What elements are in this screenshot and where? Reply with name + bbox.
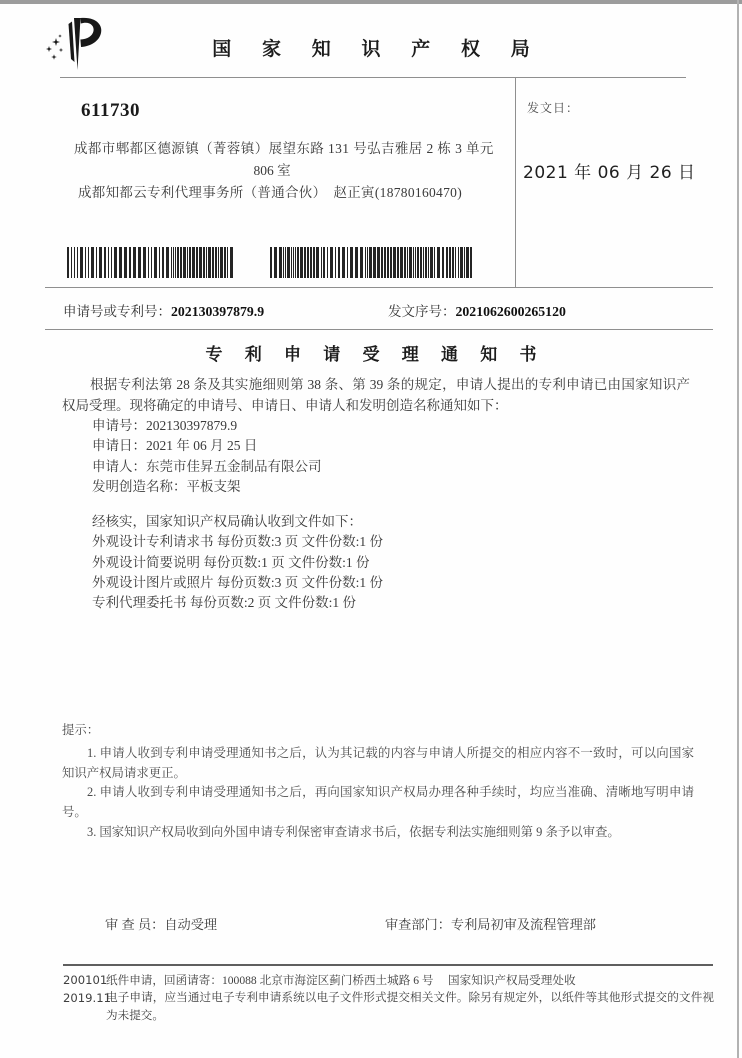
- field-applicant: 申请人：东莞市佳昇五金制品有限公司: [92, 458, 322, 474]
- tips-list: [62, 744, 694, 843]
- serial-number-value: 2021062600265120: [455, 304, 566, 319]
- examining-department-line: 审查部门：专利局初审及流程管理部: [385, 917, 596, 932]
- issue-date-value: 2021 年 06 月 26 日: [523, 163, 696, 183]
- scan-top-edge: [0, 0, 742, 4]
- received-document-item: 外观设计图片或照片 每份页数:3 页 文件份数:1 份: [92, 574, 384, 590]
- footer-form-codes: [63, 972, 111, 1007]
- application-number-value: 202130397879.9: [171, 304, 265, 319]
- recipient-address-line1: 成都市郫都区德源镇（菁蓉镇）展望东路 131 号弘吉雅居 2 栋 3 单元: [74, 141, 494, 156]
- examiner-line: 审 查 员：自动受理: [105, 917, 218, 932]
- numbers-row-top-rule: [45, 287, 713, 288]
- field-invention-title: 发明创造名称：平板支架: [92, 479, 241, 495]
- footer-instruction-line: 电子申请，应当通过电子专利申请系统以电子文件形式提交相关文件。除另有规定外，以纸件等其他形式提交的文件视为未提交。: [106, 991, 714, 1022]
- tips-header: 提示：: [62, 723, 100, 737]
- tip-item: 1. 申请人收到专利申请受理通知书之后，认为其记载的内容与申请人所提交的相应内容不一致时，可以向国家知识产权局请求更正。: [62, 746, 694, 780]
- footer-rule: [63, 964, 713, 966]
- received-document-item: 外观设计专利请求书 每份页数:3 页 文件份数:1 份: [92, 534, 384, 550]
- application-number-group: [63, 300, 264, 321]
- tip-item: 3. 国家知识产权局收到向外国申请专利保密审查请求书后，依据专利法实施细则第 9 条予以审查。: [87, 824, 620, 839]
- header-rule: [60, 77, 686, 78]
- application-fields: [92, 416, 322, 498]
- org-title: 国 家 知 识 产 权 局: [212, 39, 543, 60]
- serial-number-label: 发文序号：: [388, 304, 456, 319]
- barcode-right: [270, 247, 476, 278]
- date-box-divider: [515, 78, 516, 288]
- received-document-item: 专利代理委托书 每份页数:2 页 文件份数:1 份: [92, 595, 357, 611]
- scan-right-edge: [737, 0, 739, 1058]
- serial-number-group: [388, 300, 566, 321]
- barcode-left: [67, 247, 235, 278]
- notice-intro-paragraph: 根据专利法第 28 条及其实施细则第 38 条、第 39 条的规定，申请人提出的专利申请已由国家知识产权局受理。现将确定的申请号、申请日、申请人和发明创造名称通知如下：: [62, 377, 690, 413]
- received-document-item: 外观设计简要说明 每份页数:1 页 文件份数:1 份: [92, 554, 370, 570]
- field-application-date: 申请日：2021 年 06 月 25 日: [92, 438, 258, 454]
- notice-title: 专 利 申 请 受 理 通 知 书: [205, 345, 546, 364]
- issue-date-label: 发文日：: [527, 101, 580, 115]
- footer-form-code: 2019.11: [63, 990, 111, 1005]
- recipient-address-line2: 806 室: [253, 163, 291, 178]
- footer-instructions: [106, 972, 714, 1024]
- received-documents: [92, 512, 383, 613]
- field-application-number: 申请号：202130397879.9: [92, 418, 238, 433]
- recipient-agency-line: 成都知都云专利代理事务所（普通合伙） 赵正寅(18780160470): [78, 185, 462, 200]
- footer-form-code: 200101: [63, 973, 108, 987]
- postal-code: 611730: [81, 100, 140, 121]
- received-documents-header: 经核实，国家知识产权局确认收到文件如下：: [92, 514, 362, 529]
- application-number-label: 申请号或专利号：: [63, 304, 171, 319]
- tip-item: 2. 申请人收到专利申请受理通知书之后，再向国家知识产权局办理各种手续时，均应当准确、清晰地写明申请号。: [62, 785, 694, 820]
- numbers-row-bottom-rule: [45, 329, 713, 330]
- footer-instruction-line: 纸件申请，回函请寄：100088 北京市海淀区蓟门桥西土城路 6 号 国家知识产权局受理处收: [106, 974, 576, 987]
